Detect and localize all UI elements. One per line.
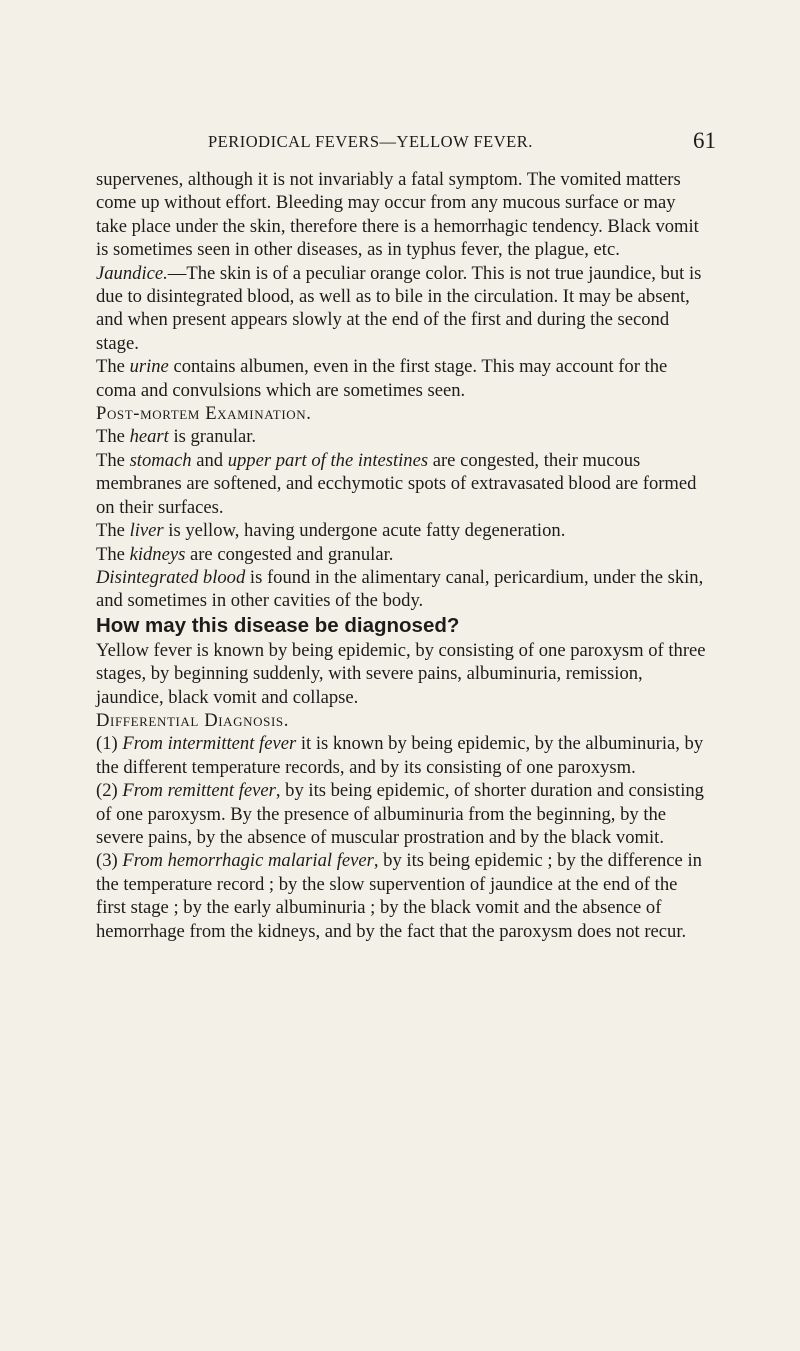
- page-body: [96, 168, 710, 943]
- term-jaundice: Jaundice.: [96, 262, 168, 284]
- term-remittent-fever: From remittent fever: [122, 780, 276, 802]
- list-number: (1): [96, 733, 123, 755]
- term-intestines: upper part of the intestines: [227, 449, 429, 471]
- paragraph-stomach: [96, 449, 710, 519]
- paragraph-text: —The skin is of a peculiar orange color. This is not true jaundice, but is due to disintegrated blood, as well as to bile in the circulation. It may be absent, and when present appears slowly at the end of the first and during the second stage.: [96, 262, 702, 354]
- text-prefix: The: [96, 356, 130, 378]
- paragraph-text: is granular.: [168, 426, 257, 448]
- paragraph-text: are congested and granular.: [185, 543, 394, 565]
- running-head: PERIODICAL FEVERS—YELLOW FEVER.: [208, 132, 533, 151]
- term-hemorrhagic-malarial-fever: From hemorrhagic malarial fever: [122, 850, 374, 872]
- paragraph-kidneys: [96, 543, 710, 566]
- text-prefix: The: [96, 426, 130, 448]
- paragraph-text: , by its being epidemic ; by the difference in the temperature record ; by the slow supervention of jaundice at the end of the first stage ; by the early albuminuria ; by the black vomit and the absence of hemorrhage from the kidneys, and by the fact that the paroxysm does not recur.: [96, 850, 702, 942]
- heading-post-mortem: Post-mortem Examination.: [96, 403, 312, 425]
- paragraph-jaundice: [96, 262, 710, 356]
- paragraph-heart: [96, 425, 710, 448]
- question-heading: How may this disease be diagnosed?: [96, 613, 460, 637]
- term-liver: liver: [129, 520, 164, 542]
- paragraph-text: , by its being epidemic, of shorter duration and consisting of one paroxysm. By the presence of albuminuria from the beginning, by the severe pains, by the absence of muscular prostration and by the black vomit.: [96, 780, 704, 848]
- list-number: (3): [96, 850, 123, 872]
- heading-differential-diagnosis: Differential Diagnosis.: [96, 709, 289, 731]
- text-prefix: The: [96, 449, 130, 471]
- page-header: [208, 128, 716, 158]
- paragraph-differential-3: [96, 849, 710, 943]
- text-prefix: The: [96, 520, 130, 542]
- term-urine: urine: [129, 356, 169, 378]
- paragraph-text: supervenes, although it is not invariably a fatal symptom. The vomited matters come up without effort. Bleeding may occur from any mucous surface or may take place under the skin, therefore there is a hemorrhagic tendency. Black vomit is sometimes seen in other diseases, as in typhus fever, the plague, etc.: [96, 169, 699, 261]
- paragraph-text: is yellow, having undergone acute fatty degeneration.: [163, 520, 566, 542]
- paragraph-liver: [96, 519, 710, 542]
- paragraph-text: are congested, their mucous membranes are softened, and ecchymotic spots of extravasated blood are formed on their surfaces.: [96, 449, 697, 518]
- paragraph-text: it is known by being epidemic, by the albuminuria, by the different temperature records, and by its consisting of one paroxysm.: [96, 733, 704, 778]
- paragraph-differential-2: [96, 779, 710, 849]
- list-number: (2): [96, 780, 123, 802]
- term-intermittent-fever: From intermittent fever: [122, 733, 297, 755]
- paragraph-text: contains albumen, even in the first stage. This may account for the coma and convulsions which are sometimes seen.: [96, 356, 668, 401]
- paragraph-answer: Yellow fever is known by being epidemic, by consisting of one paroxysm of three stages, by beginning suddenly, with severe pains, albuminuria, remission, jaundice, black vomit and collapse.: [96, 639, 706, 708]
- text-conjunction: and: [191, 449, 228, 471]
- text-prefix: The: [96, 543, 130, 565]
- term-kidneys: kidneys: [129, 543, 186, 565]
- term-stomach: stomach: [129, 449, 192, 471]
- term-heart: heart: [129, 426, 169, 448]
- page-number: 61: [693, 128, 716, 153]
- paragraph-urine: [96, 355, 710, 402]
- paragraph-black-vomit: [96, 168, 710, 262]
- term-disintegrated-blood: Disintegrated blood: [96, 566, 246, 588]
- paragraph-differential-1: [96, 732, 710, 779]
- paragraph-blood: [96, 566, 710, 613]
- paragraph-text: is found in the alimentary canal, pericardium, under the skin, and sometimes in other cavities of the body.: [96, 566, 704, 612]
